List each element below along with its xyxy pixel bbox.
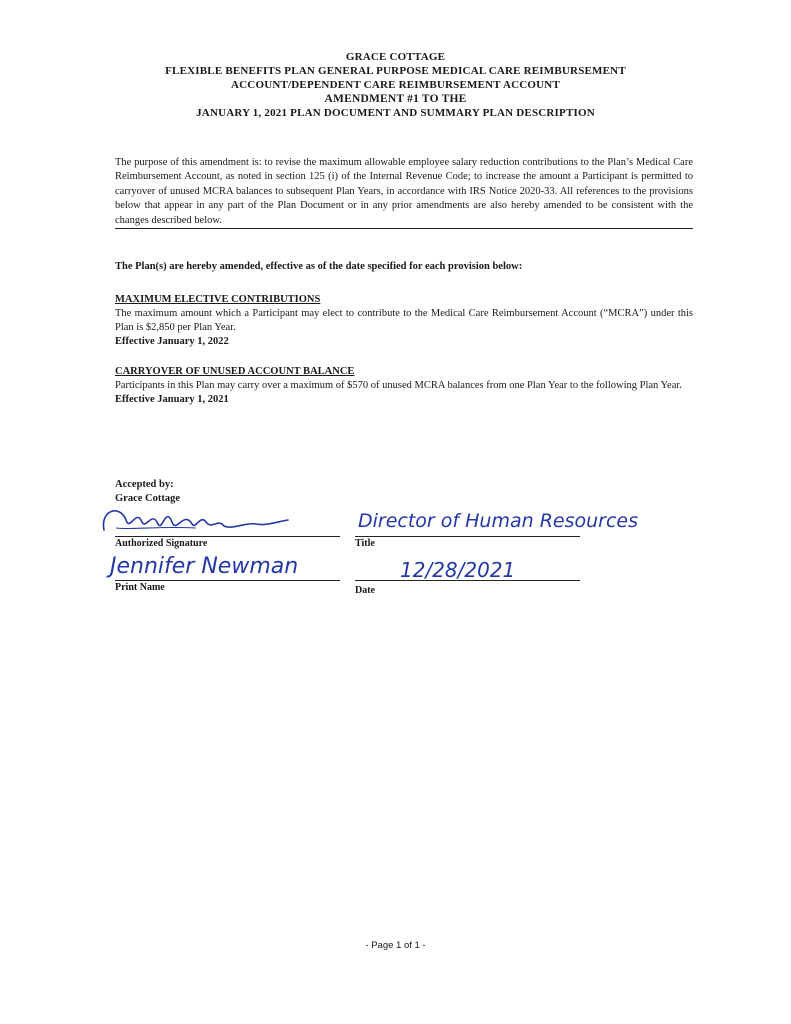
plan-document-title: JANUARY 1, 2021 PLAN DOCUMENT AND SUMMARY PLAN DESCRIPTION [196, 107, 595, 119]
section-effective-date: Effective January 1, 2022 [115, 336, 229, 347]
signature-line [115, 536, 340, 537]
section-carryover [115, 365, 693, 407]
amendment-title: AMENDMENT #1 TO THE [324, 93, 467, 105]
section-heading: MAXIMUM ELECTIVE CONTRIBUTIONS [115, 294, 321, 305]
title-line [355, 536, 580, 537]
title-label: Title [355, 538, 375, 549]
accepting-organization: Grace Cottage [115, 493, 181, 504]
intro-paragraph: The purpose of this amendment is: to revise the maximum allowable employee salary reduction contributions to the Plan’s Medical Care Reimbursement Account, as noted in section 125 (i) of the Internal Revenue Code; to increase the amount a Participant is permitted to carryover of unused MCRA balances to subsequent Plan Years, in accordance with IRS Notice 2020-33. All references to the provisions below that appear in any part of the Plan Document or in any prior amendments are also hereby amended to be consistent with the changes described below. [115, 157, 693, 226]
print-name-line [115, 580, 340, 581]
intro-divider [115, 228, 693, 229]
amended-statement: The Plan(s) are hereby amended, effective as of the date specified for each provision below: [115, 261, 523, 272]
accepted-by-label: Accepted by: [115, 479, 174, 490]
section-body: The maximum amount which a Participant may elect to contribute to the Medical Care Reimbursement Account (“MCRA”) under this Plan is $2,850 per Plan Year. [115, 308, 693, 333]
plan-name-line1: FLEXIBLE BENEFITS PLAN GENERAL PURPOSE MEDICAL CARE REIMBURSEMENT [165, 65, 626, 77]
section-body: Participants in this Plan may carry over a maximum of $570 of unused MCRA balances from one Plan Year to the following Plan Year. [115, 380, 682, 391]
print-name-label: Print Name [115, 582, 165, 593]
handwritten-signature [96, 500, 306, 540]
date-label: Date [355, 585, 375, 596]
page-number: - Page 1 of 1 - [365, 940, 426, 951]
document-header [0, 50, 791, 120]
plan-name-line2: ACCOUNT/DEPENDENT CARE REIMBURSEMENT ACCOUNT [231, 79, 560, 91]
print-name-handwritten: Jennifer Newman [110, 554, 299, 579]
date-handwritten: 12/28/2021 [400, 558, 516, 582]
date-line [355, 580, 580, 581]
signature-label: Authorized Signature [115, 538, 208, 549]
section-max-contributions [115, 293, 693, 349]
section-heading: CARRYOVER OF UNUSED ACCOUNT BALANCE [115, 366, 355, 377]
title-handwritten: Director of Human Resources [358, 510, 638, 532]
section-effective-date: Effective January 1, 2021 [115, 394, 229, 405]
org-name: GRACE COTTAGE [345, 51, 446, 63]
